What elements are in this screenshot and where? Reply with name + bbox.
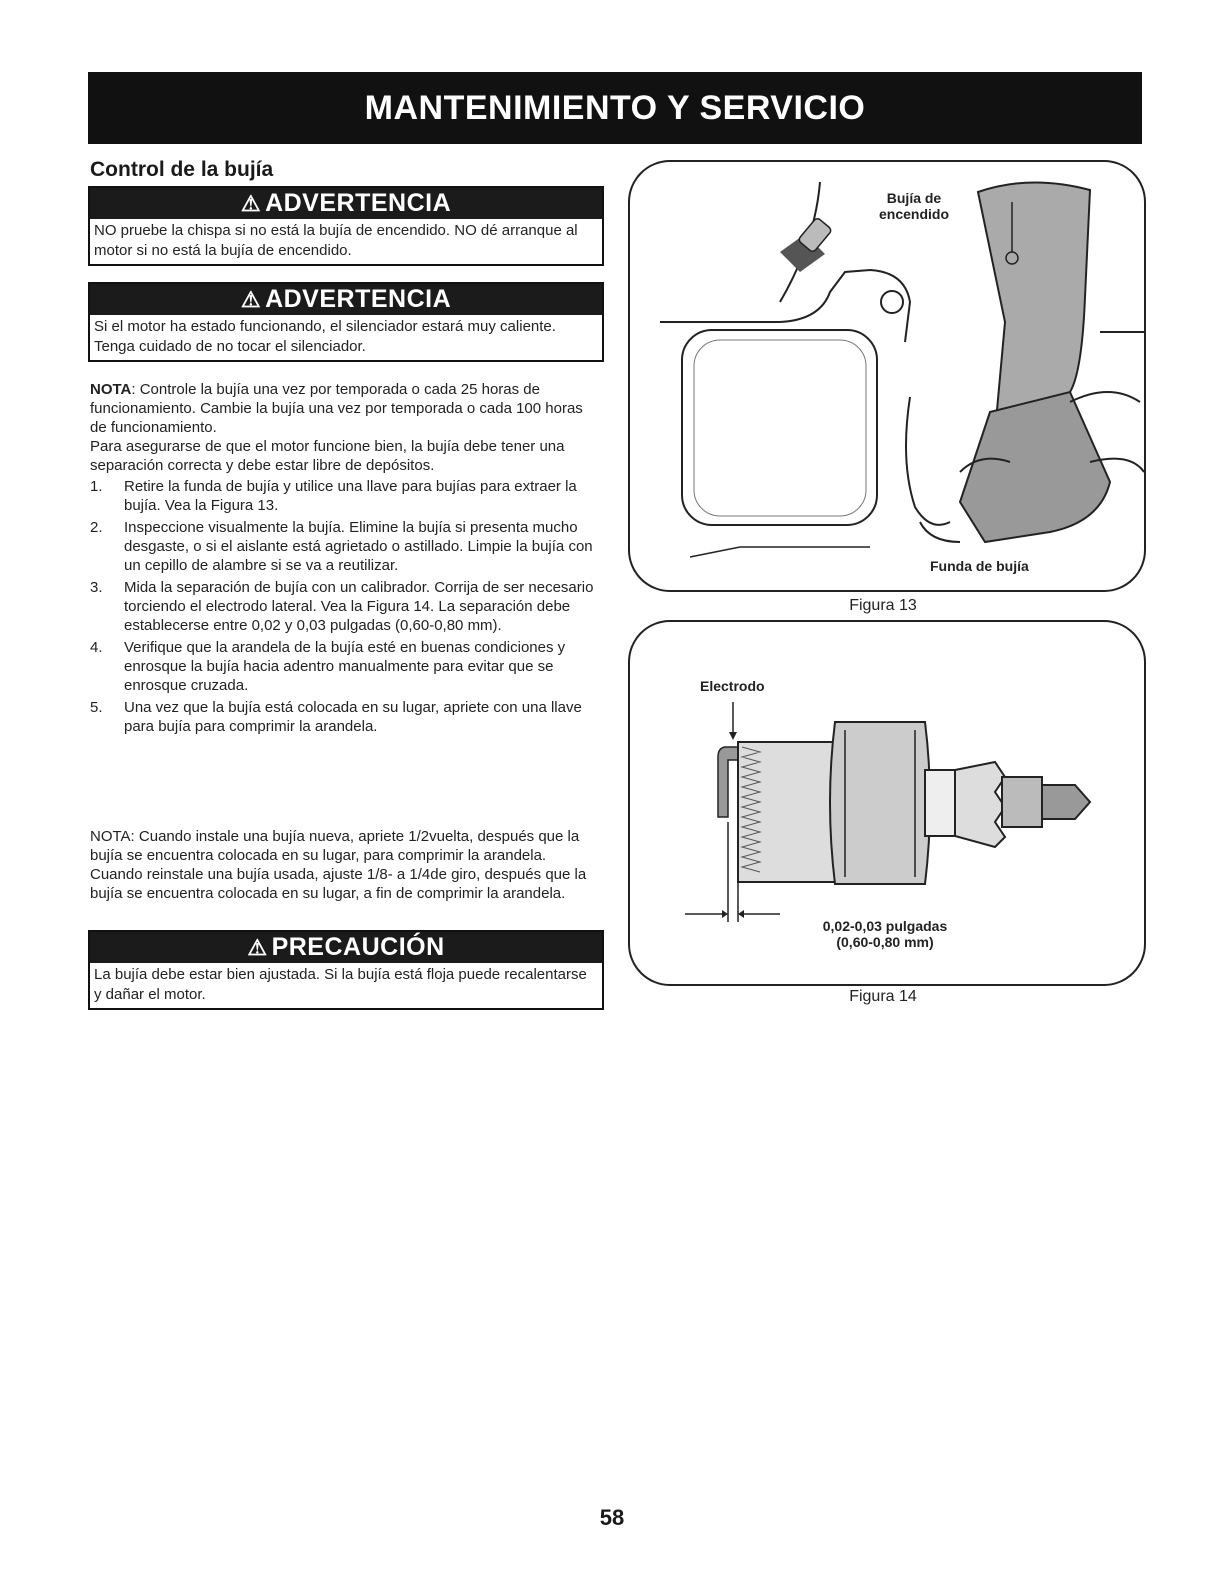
list-item: 3. Mida la separación de bujía con un calibrador. Corrija de ser necesario torciendo el electrodo lateral. Vea la Figura 14. La separación debe establecerse entre 0,02 y 0,03 pulgadas (0,60-0,80 mm). (90, 579, 594, 634)
caution-box (88, 930, 604, 1010)
list-item: 4. Verifique que la arandela de la bujía esté en buenas condiciones y enrosque la bujía hacia adentro manualmente para evitar que se enrosque cruzada. (90, 639, 566, 694)
warning-text-2: Si el motor ha estado funcionando, el silenciador estará muy caliente. Tenga cuidado de no tocar el silenciador. (94, 318, 556, 355)
warning-box-2 (88, 282, 604, 362)
figure-13-boot-label: Funda de bujía (930, 558, 1029, 574)
warning-box-1 (88, 186, 604, 266)
page-header-banner (88, 72, 1142, 144)
note-1-text: : Controle la bujía una vez por temporada o cada 25 horas de funcionamiento. Cambie la bujía una vez por temporada o cada 100 horas de funcionamiento. (90, 381, 583, 436)
figure-14-electrode-label: Electrodo (700, 678, 765, 694)
warning-title-1: ADVERTENCIA (265, 189, 452, 217)
list-item: 2. Inspeccione visualmente la bujía. Elimine la bujía si presenta mucho desgaste, o si el aislante está agrietado o astillado. Limpie la bujía con un cepillo de alambre si se va a reutilizar. (90, 519, 593, 574)
page-header-title: MANTENIMIENTO Y SERVICIO (364, 88, 866, 127)
figure-13-caption: Figura 13 (849, 597, 917, 614)
list-item: 1. Retire la funda de bujía y utilice una llave para bujías para extraer la bujía. Vea la Figura 13. (90, 478, 577, 514)
figure-14-gap-label: 0,02-0,03 pulgadas (0,60-0,80 mm) (822, 918, 948, 950)
warning-triangle-icon: ⚠ (240, 190, 262, 216)
page-number: 58 (599, 1505, 625, 1530)
figure-13-frame (628, 160, 1146, 592)
caution-title: PRECAUCIÓN (271, 933, 445, 961)
list-item: 5. Una vez que la bujía está colocada en su lugar, apriete con una llave para bujía para comprimir la arandela. (90, 699, 582, 735)
figure-14-caption: Figura 14 (849, 988, 917, 1005)
note-1-label: NOTA (90, 381, 132, 398)
steps-list (90, 477, 602, 736)
note-1 (90, 380, 602, 437)
warning-header-2 (90, 284, 602, 315)
warning-triangle-icon: ⚠ (247, 934, 268, 960)
note-2: NOTA: Cuando instale una bujía nueva, apriete 1/2vuelta, después que la bujía se encuentra colocada en su lugar, para comprimir la arandela. Cuando reinstale una bujía usada, ajuste 1/8- a 1/4de giro, después que la bujía se encuentra colocada en su lugar, a fin de comprimir la arandela. (90, 828, 587, 902)
warning-text-1: NO pruebe la chispa si no está la bujía de encendido. NO dé arranque al motor si no está la bujía de encendido. (94, 222, 578, 259)
spark-plug-boot-illustration (630, 162, 1144, 590)
warning-triangle-icon: ⚠ (240, 286, 262, 312)
caution-text: La bujía debe estar bien ajustada. Si la bujía está floja puede recalentarse y dañar el motor. (94, 966, 587, 1003)
warning-header-1 (90, 188, 602, 219)
section-title: Control de la bujía (90, 158, 274, 181)
caution-header (90, 932, 602, 963)
intro-paragraph: Para asegurarse de que el motor funcione bien, la bujía debe tener una separación correcta y debe estar libre de depósitos. (90, 438, 565, 474)
instructions-text (90, 380, 602, 739)
warning-title-2: ADVERTENCIA (265, 285, 452, 313)
figure-13-spark-label: Bujía de encendido (878, 190, 949, 222)
